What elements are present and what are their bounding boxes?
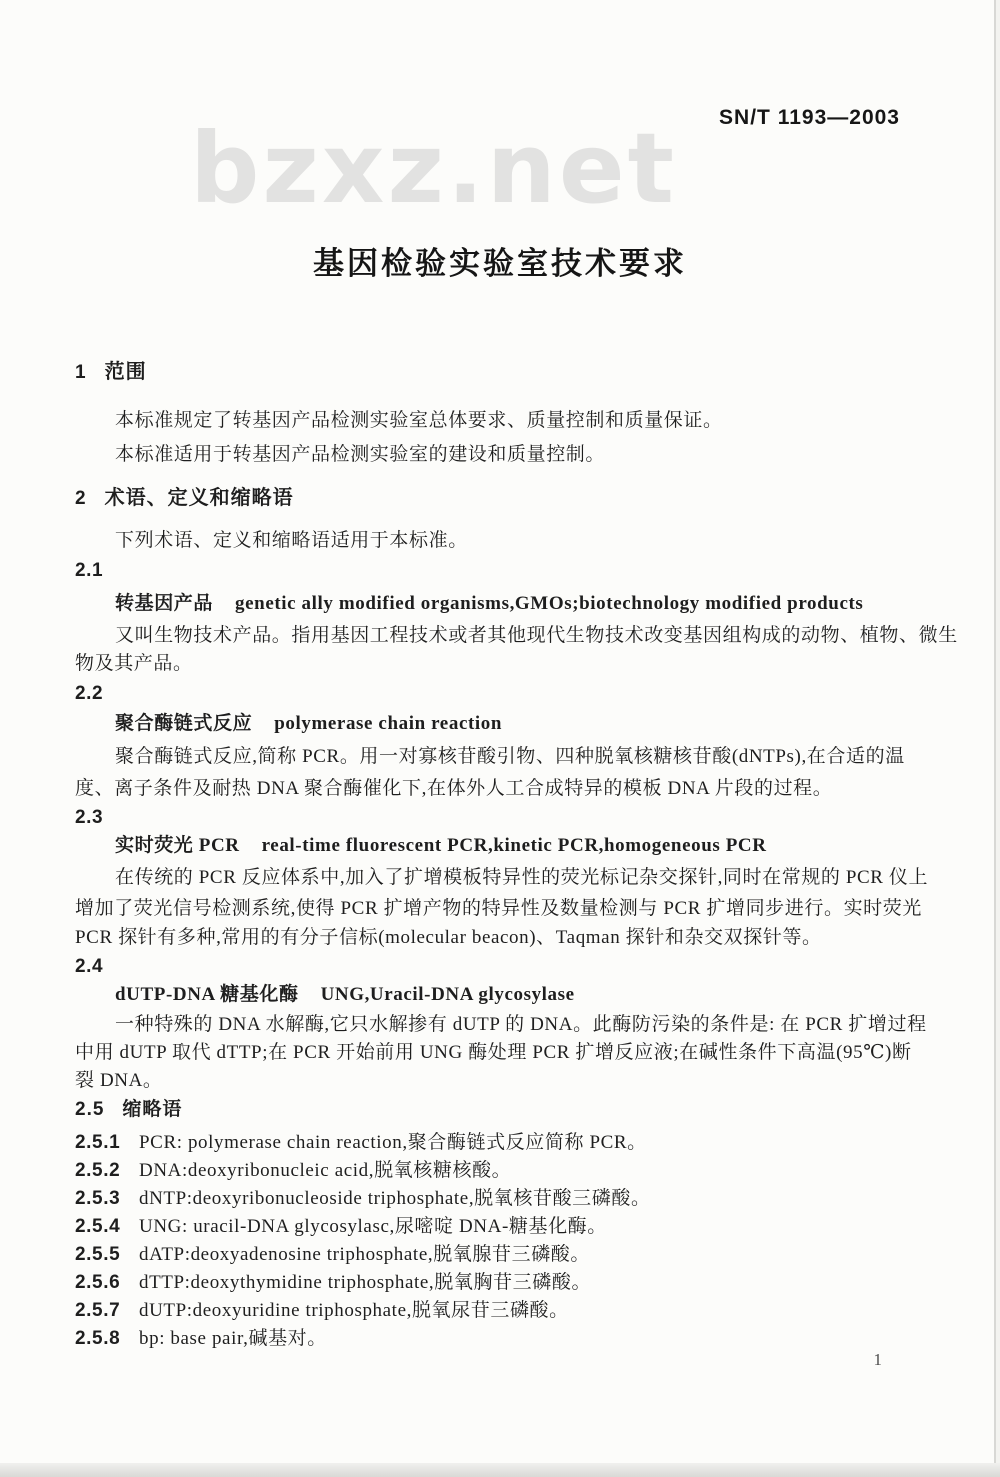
- term-2-4-number: 2.4: [75, 956, 104, 977]
- term-2-1-body-line: 又叫生物技术产品。指用基因工程技术或者其他现代生物技术改变基因组构成的动物、植物、微生: [115, 625, 958, 646]
- section1-para1: 本标准规定了转基因产品检测实验室总体要求、质量控制和质量保证。: [115, 410, 723, 431]
- abbr-item-text: DNA:deoxyribonucleic acid,脱氧核糖核酸。: [139, 1160, 512, 1181]
- section2-number: 2: [75, 488, 87, 509]
- term-2-2-cn: 聚合酶链式反应: [115, 713, 253, 734]
- abbr-item-text: bp: base pair,碱基对。: [139, 1328, 327, 1349]
- term-2-3-title: [115, 834, 767, 858]
- section1-heading-text: 范围: [104, 361, 147, 383]
- term-2-4-cn: dUTP-DNA 糖基化酶: [115, 984, 299, 1005]
- term-2-1-number: 2.1: [75, 560, 104, 581]
- abbr-item-text: dNTP:deoxyribonucleoside triphosphate,脱氧核苷酸三磷酸。: [139, 1188, 651, 1209]
- abbr-item-number: 2.5.2: [75, 1160, 121, 1181]
- term-2-4-en: UNG,Uracil-DNA glycosylase: [320, 984, 575, 1005]
- term-2-4-body-line: 一种特殊的 DNA 水解酶,它只水解掺有 dUTP 的 DNA。此酶防污染的条件是: 在 PCR 扩增过程: [115, 1014, 927, 1035]
- term-2-3-cn: 实时荧光 PCR: [115, 835, 240, 856]
- page-edge-shade: [996, 0, 1000, 1477]
- abbr-item-text: dTTP:deoxythymidine triphosphate,脱氧胸苷三磷酸。: [139, 1272, 592, 1293]
- term-2-1-body-line: 物及其产品。: [75, 653, 193, 674]
- term-2-2-number: 2.2: [75, 683, 104, 704]
- abbr-item: [75, 1131, 647, 1155]
- abbr-item-text: PCR: polymerase chain reaction,聚合酶链式反应简称 PCR。: [139, 1132, 647, 1153]
- term-2-4-body-line: 中用 dUTP 取代 dTTP;在 PCR 开始前用 UNG 酶处理 PCR 扩增反应液;在碱性条件下高温(95℃)断: [75, 1042, 912, 1063]
- abbr-item-number: 2.5.8: [75, 1328, 121, 1349]
- abbr-item: [75, 1159, 511, 1183]
- term-2-1-en: genetic ally modified organisms,GMOs;biotechnology modified products: [235, 593, 864, 614]
- abbr-item-number: 2.5.5: [75, 1244, 121, 1265]
- page-edge-line: [994, 0, 996, 1477]
- section2-5-number: 2.5: [75, 1099, 105, 1120]
- abbr-item: [75, 1271, 591, 1295]
- term-2-3-body-line: PCR 探针有多种,常用的有分子信标(molecular beacon)、Taqman 探针和杂交双探针等。: [75, 927, 822, 948]
- watermark-text: bzxz.net: [190, 112, 677, 225]
- term-2-3-body-line: 在传统的 PCR 反应体系中,加入了扩增模板特异性的荧光标记杂交探针,同时在常规的 PCR 仪上: [115, 867, 929, 888]
- page-edge-bottom-shadow: [0, 1463, 1000, 1477]
- term-2-3-en: real-time fluorescent PCR,kinetic PCR,homogeneous PCR: [261, 835, 767, 856]
- term-2-1-title: [115, 592, 863, 616]
- section2-5-heading: [75, 1098, 182, 1122]
- abbr-item-number: 2.5.1: [75, 1132, 121, 1153]
- section2-heading: [75, 486, 294, 511]
- abbr-item: [75, 1187, 651, 1211]
- page-title: 基因检验实验室技术要求: [313, 246, 687, 281]
- term-2-4-title: [115, 983, 575, 1007]
- abbr-item-number: 2.5.6: [75, 1272, 121, 1293]
- doc-number: SN/T 1193—2003: [719, 106, 900, 129]
- term-2-2-title: [115, 712, 502, 736]
- term-2-2-en: polymerase chain reaction: [274, 713, 503, 734]
- term-2-2-body-line: 度、离子条件及耐热 DNA 聚合酶催化下,在体外人工合成特异的模板 DNA 片段的过程。: [75, 778, 833, 799]
- section2-intro: 下列术语、定义和缩略语适用于本标准。: [115, 530, 468, 551]
- abbr-item-number: 2.5.3: [75, 1188, 121, 1209]
- section1-heading: [75, 360, 147, 385]
- section1-para2: 本标准适用于转基因产品检测实验室的建设和质量控制。: [115, 444, 606, 465]
- abbr-item: [75, 1243, 590, 1267]
- abbr-item-text: UNG: uracil-DNA glycosylasc,尿嘧啶 DNA-糖基化酶。: [139, 1216, 607, 1237]
- page-number: 1: [873, 1350, 882, 1369]
- section1-number: 1: [75, 362, 87, 383]
- term-2-2-body-line: 聚合酶链式反应,简称 PCR。用一对寡核苷酸引物、四种脱氧核糖核苷酸(dNTPs),在合适的温: [115, 746, 905, 767]
- abbr-item-text: dATP:deoxyadenosine triphosphate,脱氧腺苷三磷酸。: [139, 1244, 590, 1265]
- abbr-item-text: dUTP:deoxyuridine triphosphate,脱氧尿苷三磷酸。: [139, 1300, 569, 1321]
- abbr-item-number: 2.5.7: [75, 1300, 121, 1321]
- term-2-4-body-line: 裂 DNA。: [75, 1070, 163, 1091]
- abbr-item: [75, 1215, 607, 1239]
- term-2-1-cn: 转基因产品: [115, 593, 214, 614]
- abbr-item: [75, 1327, 327, 1351]
- abbr-item-number: 2.5.4: [75, 1216, 121, 1237]
- abbr-item: [75, 1299, 569, 1323]
- section2-heading-text: 术语、定义和缩略语: [104, 487, 294, 509]
- section2-5-heading-text: 缩略语: [122, 1099, 183, 1120]
- term-2-3-body-line: 增加了荧光信号检测系统,使得 PCR 扩增产物的特异性及数量检测与 PCR 扩增同步进行。实时荧光: [75, 898, 922, 919]
- term-2-3-number: 2.3: [75, 807, 104, 828]
